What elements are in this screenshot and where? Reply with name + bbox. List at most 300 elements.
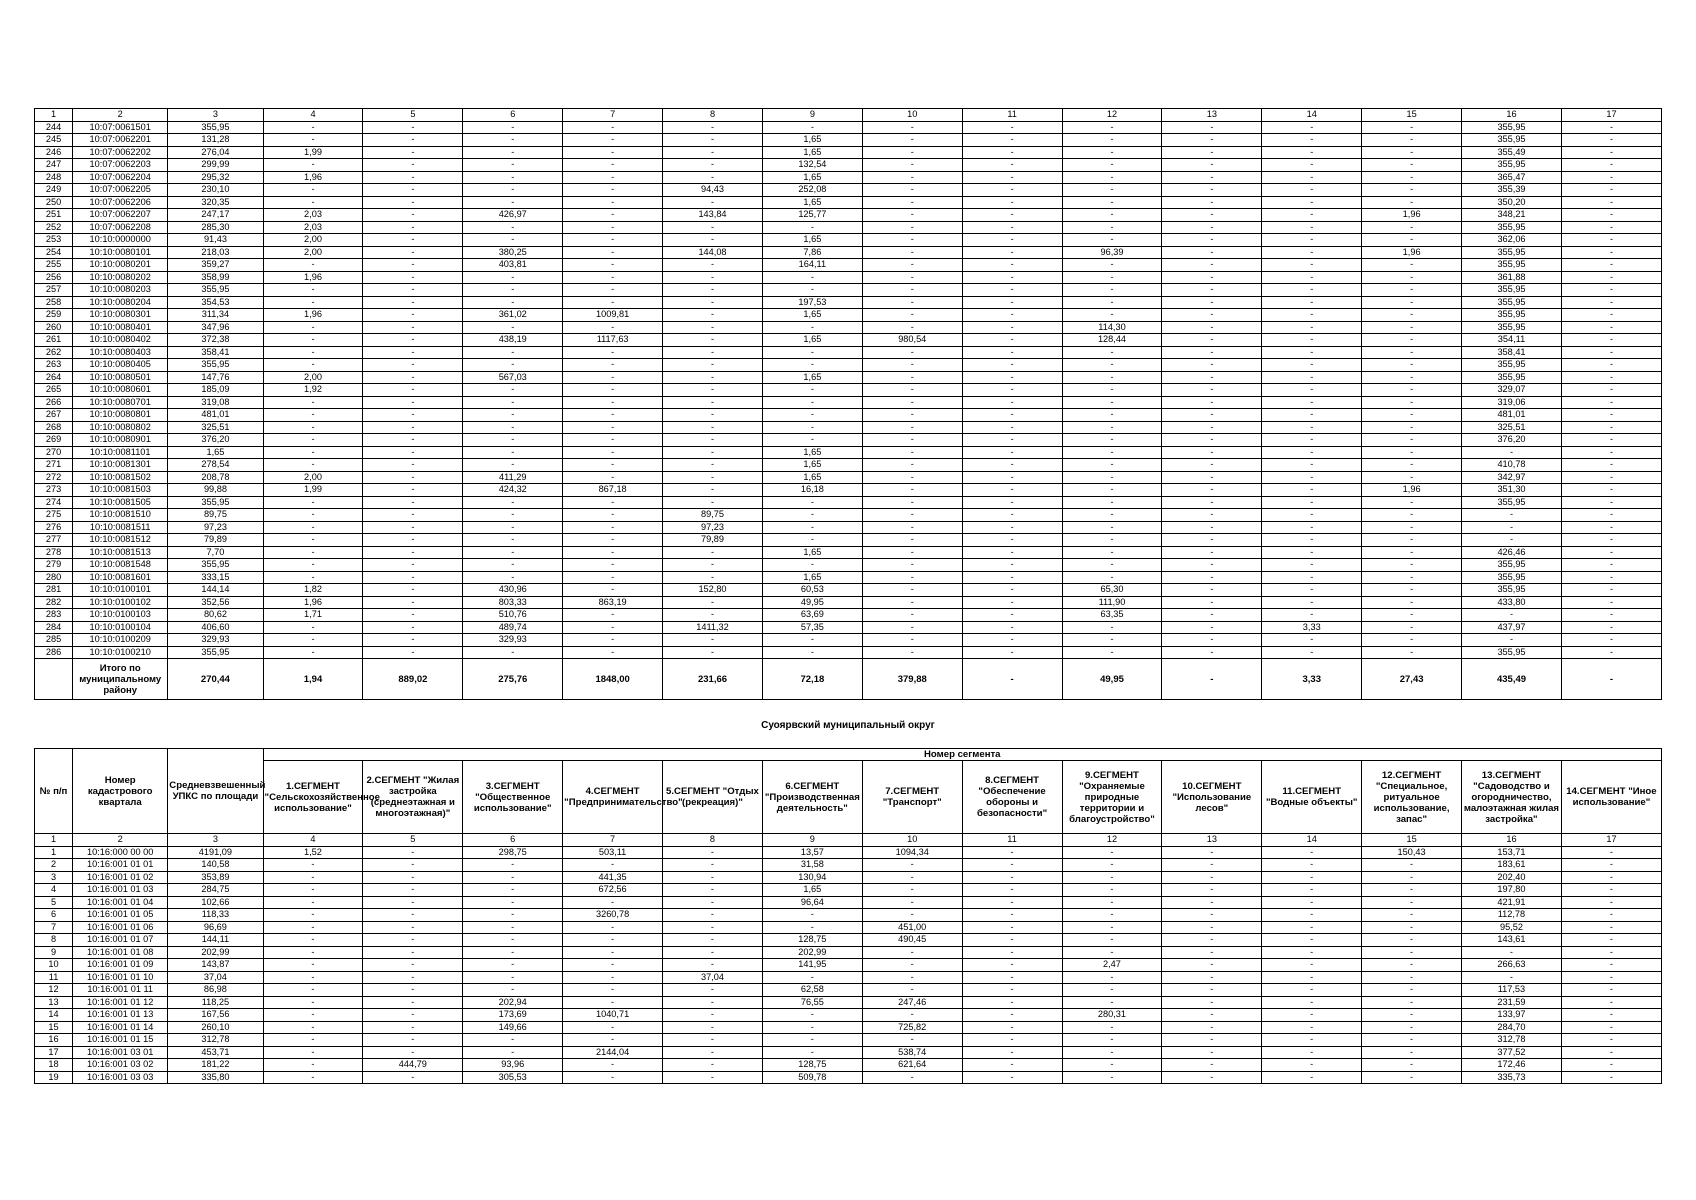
table-cell: 329,93 bbox=[463, 634, 563, 647]
table-cell: - bbox=[263, 1071, 363, 1084]
table-cell: 96,69 bbox=[168, 921, 263, 934]
table-cell: 437,97 bbox=[1462, 621, 1562, 634]
table-cell: 249 bbox=[35, 184, 73, 197]
table-cell: 141,95 bbox=[762, 959, 862, 972]
table-cell: 252,08 bbox=[762, 184, 862, 197]
table-cell: 118,25 bbox=[168, 996, 263, 1009]
table-cell: 403,81 bbox=[463, 259, 563, 272]
table-cell: - bbox=[1362, 296, 1462, 309]
table-cell: - bbox=[1162, 859, 1262, 872]
table-cell: 10:16:001 01 02 bbox=[73, 871, 168, 884]
table-cell: 538,74 bbox=[862, 1046, 962, 1059]
table-cell: - bbox=[663, 909, 763, 922]
table-cell: 319,06 bbox=[1462, 396, 1562, 409]
table-cell: 10:10:0080301 bbox=[73, 309, 168, 322]
table-cell: - bbox=[1162, 246, 1262, 259]
table-cell: - bbox=[663, 159, 763, 172]
table-cell: - bbox=[1262, 1046, 1362, 1059]
table-cell: 248 bbox=[35, 171, 73, 184]
table-cell: 118,33 bbox=[168, 909, 263, 922]
table-cell: - bbox=[762, 971, 862, 984]
table-cell: - bbox=[363, 496, 463, 509]
table-row bbox=[35, 334, 1662, 347]
table-cell: - bbox=[263, 621, 363, 634]
table-cell: - bbox=[663, 646, 763, 659]
table-cell: - bbox=[263, 1034, 363, 1047]
table-cell: 197,53 bbox=[762, 296, 862, 309]
column-number: 17 bbox=[1561, 109, 1661, 122]
section-title: Суоярвский муниципальный округ bbox=[761, 720, 935, 731]
table-cell: - bbox=[563, 646, 663, 659]
table-cell: 1,71 bbox=[263, 609, 363, 622]
table-cell: 16,18 bbox=[762, 484, 862, 497]
table-row bbox=[35, 196, 1662, 209]
table-cell: - bbox=[463, 384, 563, 397]
table-cell: - bbox=[1162, 984, 1262, 997]
table-cell: - bbox=[762, 396, 862, 409]
table-row bbox=[35, 146, 1662, 159]
table-cell: - bbox=[1162, 196, 1262, 209]
column-number: 1 bbox=[35, 109, 73, 122]
table-cell: - bbox=[663, 871, 763, 884]
table-cell: 672,56 bbox=[563, 884, 663, 897]
table-row bbox=[35, 384, 1662, 397]
table-cell: 262 bbox=[35, 346, 73, 359]
cadastral-values-table-continued bbox=[34, 108, 1662, 700]
table-cell: 133,97 bbox=[1462, 1009, 1562, 1022]
table-cell: 284,75 bbox=[168, 884, 263, 897]
table-cell: - bbox=[862, 596, 962, 609]
table-cell: - bbox=[1362, 646, 1462, 659]
table-cell: 376,20 bbox=[1462, 434, 1562, 447]
table-cell: 298,75 bbox=[463, 846, 563, 859]
table-cell: - bbox=[1362, 634, 1462, 647]
table-row bbox=[35, 159, 1662, 172]
table-cell: - bbox=[1362, 896, 1462, 909]
table-cell: - bbox=[1561, 534, 1661, 547]
column-number: 7 bbox=[563, 834, 663, 847]
table-cell: - bbox=[962, 296, 1062, 309]
header-segment-12: 12.СЕГМЕНТ "Специальное, ритуальное использование, запас" bbox=[1362, 761, 1462, 834]
table-cell: - bbox=[1462, 534, 1562, 547]
table-cell: - bbox=[663, 559, 763, 572]
table-cell: 410,78 bbox=[1462, 459, 1562, 472]
table-cell: - bbox=[563, 371, 663, 384]
table-cell: - bbox=[962, 246, 1062, 259]
table-cell: - bbox=[862, 509, 962, 522]
table-cell: - bbox=[263, 959, 363, 972]
table-cell: - bbox=[663, 946, 763, 959]
table-cell: - bbox=[1362, 521, 1462, 534]
table-cell: 1,96 bbox=[1362, 484, 1462, 497]
table-row bbox=[35, 371, 1662, 384]
table-cell: - bbox=[1062, 859, 1162, 872]
table-cell: - bbox=[962, 184, 1062, 197]
table-cell: 355,95 bbox=[1462, 134, 1562, 147]
table-cell: - bbox=[862, 159, 962, 172]
table-cell: 49,95 bbox=[762, 596, 862, 609]
table-cell: - bbox=[962, 346, 1062, 359]
table-cell: - bbox=[962, 909, 1062, 922]
table-cell: - bbox=[962, 396, 1062, 409]
table-cell: - bbox=[862, 246, 962, 259]
table-cell: - bbox=[1561, 896, 1661, 909]
table-cell: 355,95 bbox=[1462, 646, 1562, 659]
table-cell: 125,77 bbox=[762, 209, 862, 222]
table-cell: 1,65 bbox=[168, 446, 263, 459]
table-cell: 96,39 bbox=[1062, 246, 1162, 259]
table-cell: - bbox=[1262, 446, 1362, 459]
table-cell: 280,31 bbox=[1062, 1009, 1162, 1022]
table-cell: - bbox=[463, 1034, 563, 1047]
table-cell: - bbox=[1062, 146, 1162, 159]
table-cell: 247,46 bbox=[862, 996, 962, 1009]
table-cell: - bbox=[1561, 271, 1661, 284]
table-cell: - bbox=[1262, 159, 1362, 172]
table-cell: - bbox=[1162, 446, 1262, 459]
table-cell: 7,86 bbox=[762, 246, 862, 259]
table-cell: 63,69 bbox=[762, 609, 862, 622]
table-cell: 10 bbox=[35, 959, 73, 972]
table-cell: - bbox=[1362, 959, 1462, 972]
table-cell: 277 bbox=[35, 534, 73, 547]
table-cell: 260,10 bbox=[168, 1021, 263, 1034]
table-cell: 10:10:0080202 bbox=[73, 271, 168, 284]
table-row bbox=[35, 584, 1662, 597]
table-cell: - bbox=[1062, 559, 1162, 572]
table-cell: 1,65 bbox=[762, 196, 862, 209]
table-cell: 355,95 bbox=[168, 559, 263, 572]
table-cell: - bbox=[1561, 1046, 1661, 1059]
table-cell: - bbox=[363, 396, 463, 409]
table-cell: 10:16:001 01 07 bbox=[73, 934, 168, 947]
table-cell: - bbox=[762, 521, 862, 534]
table-cell: - bbox=[1262, 284, 1362, 297]
table-cell: - bbox=[1162, 921, 1262, 934]
table-cell: - bbox=[962, 546, 1062, 559]
table-cell: - bbox=[1362, 921, 1462, 934]
table-cell: - bbox=[1262, 1059, 1362, 1072]
table-cell: - bbox=[1062, 534, 1162, 547]
table-cell: - bbox=[962, 559, 1062, 572]
table-cell: 7,70 bbox=[168, 546, 263, 559]
table-cell: - bbox=[1561, 346, 1661, 359]
table-cell: - bbox=[1362, 584, 1462, 597]
table-cell: - bbox=[263, 446, 363, 459]
table-cell: - bbox=[1262, 496, 1362, 509]
table-cell: - bbox=[1162, 396, 1262, 409]
table-cell: - bbox=[1561, 259, 1661, 272]
header-segment-5: 5.СЕГМЕНТ "Отдых (рекреация)" bbox=[663, 761, 763, 834]
table-cell: - bbox=[663, 259, 763, 272]
table-cell: - bbox=[762, 359, 862, 372]
table-cell: - bbox=[1162, 371, 1262, 384]
table-cell: - bbox=[363, 134, 463, 147]
table-cell: - bbox=[762, 909, 862, 922]
table-cell: 355,95 bbox=[1462, 559, 1562, 572]
table-cell: - bbox=[1561, 909, 1661, 922]
table-cell: - bbox=[862, 321, 962, 334]
total-value: - bbox=[1162, 659, 1262, 700]
table-cell: - bbox=[663, 384, 763, 397]
table-cell: 254 bbox=[35, 246, 73, 259]
table-cell: - bbox=[263, 1059, 363, 1072]
table-cell: - bbox=[962, 1009, 1062, 1022]
table-cell: 247 bbox=[35, 159, 73, 172]
table-cell: - bbox=[663, 196, 763, 209]
table-cell: - bbox=[1162, 259, 1262, 272]
table-cell: - bbox=[1062, 571, 1162, 584]
table-cell: - bbox=[663, 884, 763, 897]
table-cell: - bbox=[1162, 409, 1262, 422]
table-cell: - bbox=[1561, 596, 1661, 609]
table-cell: - bbox=[962, 409, 1062, 422]
table-cell: - bbox=[1062, 134, 1162, 147]
table-cell: - bbox=[363, 621, 463, 634]
table-cell: - bbox=[1561, 384, 1661, 397]
table-cell: 1,96 bbox=[1362, 209, 1462, 222]
table-cell: - bbox=[563, 221, 663, 234]
table-cell: - bbox=[1162, 1071, 1262, 1084]
table-cell: 481,01 bbox=[168, 409, 263, 422]
table-cell: - bbox=[363, 184, 463, 197]
table-cell: - bbox=[563, 296, 663, 309]
table-cell: 112,78 bbox=[1462, 909, 1562, 922]
table-cell: - bbox=[962, 309, 1062, 322]
table-cell: - bbox=[463, 321, 563, 334]
table-cell: - bbox=[862, 621, 962, 634]
table-cell: 149,66 bbox=[463, 1021, 563, 1034]
table-cell: - bbox=[1262, 384, 1362, 397]
table-cell: 252 bbox=[35, 221, 73, 234]
table-row bbox=[35, 421, 1662, 434]
table-cell: - bbox=[962, 959, 1062, 972]
table-cell: - bbox=[1062, 1021, 1162, 1034]
table-cell: - bbox=[1062, 984, 1162, 997]
table-cell: - bbox=[463, 934, 563, 947]
table-cell: 10:16:001 01 13 bbox=[73, 1009, 168, 1022]
table-cell: 503,11 bbox=[563, 846, 663, 859]
table-cell: - bbox=[1162, 496, 1262, 509]
table-cell: - bbox=[463, 271, 563, 284]
total-value: 275,76 bbox=[463, 659, 563, 700]
table-cell: - bbox=[1362, 446, 1462, 459]
table-cell: - bbox=[1362, 946, 1462, 959]
table-cell: - bbox=[862, 884, 962, 897]
table-cell: - bbox=[663, 609, 763, 622]
table-cell: - bbox=[1362, 859, 1462, 872]
table-cell: - bbox=[263, 296, 363, 309]
table-cell: - bbox=[862, 259, 962, 272]
table-cell: - bbox=[463, 559, 563, 572]
table-cell: - bbox=[1062, 371, 1162, 384]
table-cell: - bbox=[962, 496, 1062, 509]
table-cell: - bbox=[1162, 296, 1262, 309]
table-cell: 10:10:0080801 bbox=[73, 409, 168, 422]
table-cell: 202,99 bbox=[762, 946, 862, 959]
table-cell: - bbox=[463, 871, 563, 884]
table-cell: - bbox=[962, 434, 1062, 447]
table-cell: 256 bbox=[35, 271, 73, 284]
table-cell: 131,28 bbox=[168, 134, 263, 147]
table-cell: 10:10:0081510 bbox=[73, 509, 168, 522]
table-cell: - bbox=[1362, 284, 1462, 297]
table-cell: - bbox=[1162, 634, 1262, 647]
table-cell: - bbox=[1262, 571, 1362, 584]
table-row bbox=[35, 234, 1662, 247]
table-cell: - bbox=[1561, 859, 1661, 872]
column-number: 4 bbox=[263, 109, 363, 122]
table-cell: 286 bbox=[35, 646, 73, 659]
table-cell: - bbox=[363, 459, 463, 472]
table-cell: - bbox=[1262, 196, 1362, 209]
table-cell: - bbox=[663, 271, 763, 284]
table-cell: - bbox=[463, 646, 563, 659]
table-cell: 202,40 bbox=[1462, 871, 1562, 884]
table-row bbox=[35, 896, 1662, 909]
table-cell: - bbox=[1062, 946, 1162, 959]
table-cell: 1,65 bbox=[762, 146, 862, 159]
table-cell: 406,60 bbox=[168, 621, 263, 634]
table-row bbox=[35, 859, 1662, 872]
table-cell: - bbox=[962, 946, 1062, 959]
table-cell: - bbox=[962, 934, 1062, 947]
table-cell: - bbox=[1362, 509, 1462, 522]
table-cell: - bbox=[363, 896, 463, 909]
table-cell: 283 bbox=[35, 609, 73, 622]
table-cell: - bbox=[463, 896, 563, 909]
table-cell: - bbox=[1561, 221, 1661, 234]
table-cell: - bbox=[762, 921, 862, 934]
table-cell: - bbox=[1561, 434, 1661, 447]
table-cell: - bbox=[263, 421, 363, 434]
table-cell: 144,08 bbox=[663, 246, 763, 259]
table-cell: 509,78 bbox=[762, 1071, 862, 1084]
table-cell: - bbox=[563, 359, 663, 372]
table-cell: - bbox=[1561, 409, 1661, 422]
table-cell: 453,71 bbox=[168, 1046, 263, 1059]
table-cell: - bbox=[363, 971, 463, 984]
table-cell: - bbox=[463, 284, 563, 297]
table-cell: - bbox=[263, 259, 363, 272]
table-cell: - bbox=[1362, 909, 1462, 922]
table-cell: - bbox=[663, 346, 763, 359]
table-cell: 10:10:0100209 bbox=[73, 634, 168, 647]
table-cell: 10:10:0080204 bbox=[73, 296, 168, 309]
table-cell: - bbox=[563, 996, 663, 1009]
table-cell: 2,03 bbox=[263, 221, 363, 234]
table-cell: - bbox=[1262, 434, 1362, 447]
table-cell: - bbox=[1561, 421, 1661, 434]
table-cell: 329,93 bbox=[168, 634, 263, 647]
table-cell: - bbox=[962, 884, 1062, 897]
table-cell: - bbox=[862, 584, 962, 597]
table2-body bbox=[35, 846, 1662, 1084]
table-cell: - bbox=[363, 271, 463, 284]
table-cell: 15 bbox=[35, 1021, 73, 1034]
table-cell: 97,23 bbox=[663, 521, 763, 534]
table-cell: 282 bbox=[35, 596, 73, 609]
table-cell: - bbox=[1162, 521, 1262, 534]
table-cell: - bbox=[1162, 321, 1262, 334]
table-cell: - bbox=[862, 284, 962, 297]
table-cell: 37,04 bbox=[663, 971, 763, 984]
table-cell: 350,20 bbox=[1462, 196, 1562, 209]
table-cell: - bbox=[463, 571, 563, 584]
table-row bbox=[35, 646, 1662, 659]
table-cell: - bbox=[1362, 971, 1462, 984]
table-cell: - bbox=[1062, 221, 1162, 234]
table-cell: - bbox=[1062, 121, 1162, 134]
table-cell: - bbox=[762, 1046, 862, 1059]
column-number: 14 bbox=[1262, 109, 1362, 122]
table-cell: 279 bbox=[35, 559, 73, 572]
table-cell: - bbox=[363, 859, 463, 872]
table-row bbox=[35, 871, 1662, 884]
table-cell: - bbox=[1162, 359, 1262, 372]
table-cell: - bbox=[1262, 459, 1362, 472]
table-cell: 6 bbox=[35, 909, 73, 922]
table-cell: - bbox=[263, 284, 363, 297]
table-cell: 245 bbox=[35, 134, 73, 147]
table-cell: - bbox=[962, 146, 1062, 159]
table-cell: 1,65 bbox=[762, 459, 862, 472]
table-cell: - bbox=[1162, 884, 1262, 897]
table-cell: - bbox=[1561, 246, 1661, 259]
table-cell: - bbox=[1362, 534, 1462, 547]
table-cell: 173,69 bbox=[463, 1009, 563, 1022]
table-cell: - bbox=[563, 1021, 663, 1034]
table-cell: - bbox=[263, 184, 363, 197]
table-cell: 355,95 bbox=[168, 359, 263, 372]
table-cell: - bbox=[1362, 621, 1462, 634]
table-cell: - bbox=[1162, 971, 1262, 984]
table-cell: 320,35 bbox=[168, 196, 263, 209]
table-cell: 14 bbox=[35, 1009, 73, 1022]
table-cell: 355,95 bbox=[168, 646, 263, 659]
table-cell: - bbox=[463, 421, 563, 434]
table-cell: - bbox=[563, 121, 663, 134]
table-cell: 1,65 bbox=[762, 471, 862, 484]
table-cell: - bbox=[1062, 971, 1162, 984]
table-cell: - bbox=[563, 234, 663, 247]
table-cell: 10:10:0100210 bbox=[73, 646, 168, 659]
table-cell: - bbox=[1062, 1059, 1162, 1072]
table-cell: - bbox=[762, 284, 862, 297]
table-cell: - bbox=[1462, 634, 1562, 647]
table-cell: - bbox=[1262, 321, 1362, 334]
table-cell: - bbox=[563, 171, 663, 184]
table-row bbox=[35, 634, 1662, 647]
table-cell: 128,75 bbox=[762, 934, 862, 947]
table-cell: 2 bbox=[35, 859, 73, 872]
table-cell: - bbox=[363, 196, 463, 209]
table-cell: - bbox=[962, 921, 1062, 934]
table-cell: - bbox=[663, 959, 763, 972]
table-cell: - bbox=[1162, 309, 1262, 322]
table-cell: 96,64 bbox=[762, 896, 862, 909]
table-cell: - bbox=[363, 946, 463, 959]
table-cell: 10:10:0080402 bbox=[73, 334, 168, 347]
table-row bbox=[35, 546, 1662, 559]
table-cell: 10:10:0100103 bbox=[73, 609, 168, 622]
table-cell: - bbox=[1062, 546, 1162, 559]
table-cell: 10:16:001 01 09 bbox=[73, 959, 168, 972]
table-cell: - bbox=[663, 171, 763, 184]
table-row bbox=[35, 609, 1662, 622]
table-cell: - bbox=[1062, 446, 1162, 459]
table-cell: - bbox=[563, 921, 663, 934]
